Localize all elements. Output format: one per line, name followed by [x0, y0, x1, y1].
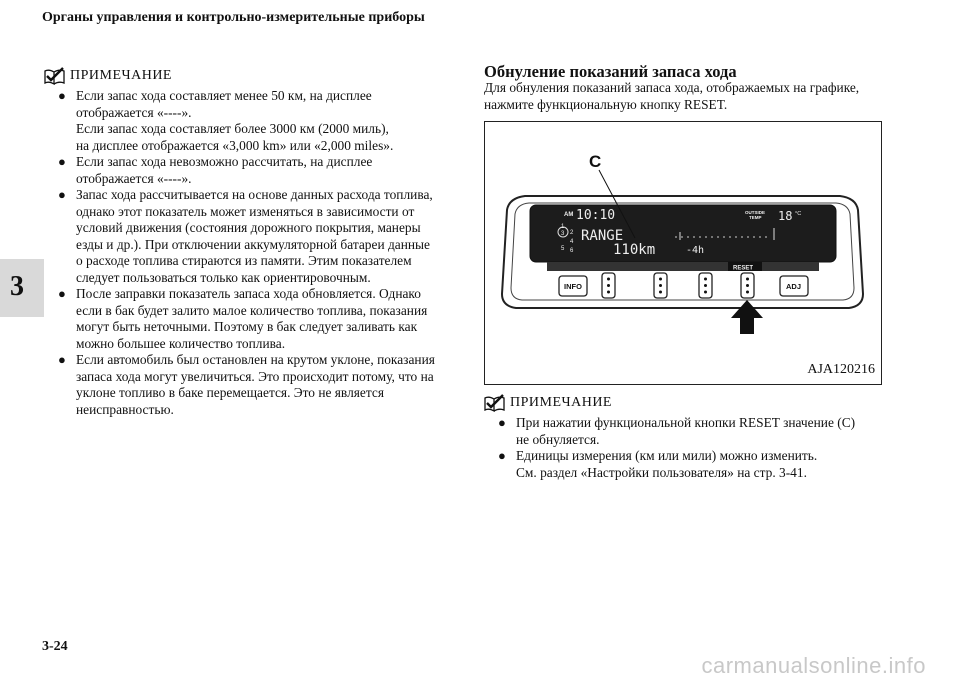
note-item-line: если в бак будет залито малое количество топлива, показания [76, 302, 428, 318]
dashboard-figure [484, 121, 882, 385]
note-item-line: При нажатии функциональной кнопки RESET значение (C) [516, 415, 856, 430]
chapter-number: 3 [10, 271, 24, 302]
left-note-list [58, 88, 458, 418]
note-item [58, 352, 458, 418]
right-note-list [498, 415, 918, 481]
note-item-line: о расходе топлива стираются из памяти. Этим показателем [76, 253, 412, 268]
section-text-line: нажмите функциональную кнопку RESET. [484, 96, 728, 112]
note-icon [44, 67, 66, 85]
note-item-line: запаса хода могут увеличиться. Это происходит потому, что на [76, 368, 434, 384]
note-item-line: могут быть неточными. Поэтому в бак следует заливать как [76, 319, 418, 334]
note-item-line: Запас хода рассчитывается на основе данных расхода топлива, [76, 187, 433, 202]
note-item [498, 415, 918, 448]
gear-label: 4 [570, 239, 574, 245]
note-item-line: Если запас хода составляет более 3000 км (2000 миль), [76, 121, 389, 136]
note-item [58, 286, 458, 352]
bullet-icon: ● [498, 448, 506, 463]
figure-code: AJA120216 [807, 362, 875, 377]
clock-time: 10:10 [576, 208, 616, 223]
bullet-icon: ● [58, 187, 66, 202]
note-item-line: уклоне топливо в баке перемещается. Это не является [76, 385, 384, 400]
note-item-line: Единицы измерения (км или мили) можно изменить. [516, 448, 818, 463]
note-item-line: отображается «----». [76, 104, 192, 120]
section-text-line: Для обнуления показаний запаса хода, отображаемых на графике, [484, 80, 860, 95]
note-item-line: не обнуляется. [516, 431, 600, 447]
note-item-line: Если запас хода составляет менее 50 км, на дисплее [76, 88, 372, 103]
note-item-line: отображается «----». [76, 170, 192, 186]
note-item-line: неисправностью. [76, 401, 174, 417]
outside-temp-label: OUTSIDE [745, 210, 766, 215]
bullet-icon: ● [58, 286, 66, 301]
note-item-line: условий движения (состояния дорожного покрытия, манеры [76, 220, 421, 235]
note-item-line: После заправки показатель запаса хода обновляется. Однако [76, 286, 421, 301]
note-item-line: можно большее количество топлива. [76, 335, 286, 351]
temp-unit: °C [795, 211, 802, 217]
bullet-icon: ● [58, 88, 66, 103]
bullet-icon: ● [498, 415, 506, 430]
gear-label: 6 [570, 248, 574, 254]
reset-label: RESET [733, 265, 754, 272]
section-text [484, 80, 859, 113]
note-item [58, 88, 458, 154]
note-item-line: следует пользоваться только как ориентировочным. [76, 269, 371, 285]
page-number: 3-24 [42, 639, 68, 654]
callout-c-label: C [589, 152, 602, 171]
range-label: RANGE [581, 228, 624, 244]
time-label: -4h [686, 245, 705, 256]
section-title: Обнуление показаний запаса хода [484, 62, 737, 81]
range-value: 110km [613, 242, 656, 258]
left-note-title: ПРИМЕЧАНИЕ [70, 68, 172, 83]
clock-ampm: AM [564, 212, 574, 218]
gear-label: 2 [570, 230, 574, 236]
bullet-icon: ● [58, 352, 66, 367]
right-note-title: ПРИМЕЧАНИЕ [510, 395, 612, 410]
outside-temp-label: TEMP [749, 215, 762, 220]
bullet-icon: ● [58, 154, 66, 169]
gear-label: 1 [561, 224, 565, 230]
note-item-line: Если запас хода невозможно рассчитать, на дисплее [76, 154, 373, 169]
adj-button-label: ADJ [786, 282, 802, 291]
right-note-header [484, 394, 612, 412]
temp-value: 18 [778, 209, 793, 223]
note-item-line: на дисплее отображается «3,000 km» или «2,000 miles». [76, 137, 394, 153]
gear-label: 3 [561, 231, 565, 237]
gear-label: 5 [561, 246, 565, 252]
dashboard-illustration [485, 122, 880, 383]
left-note-header [44, 67, 172, 85]
note-icon [484, 394, 506, 412]
info-button-label: INFO [564, 282, 582, 291]
watermark: carmanualsonline.info [701, 653, 926, 678]
page-header: Органы управления и контрольно-измерительные приборы [42, 10, 425, 25]
note-item-line: См. раздел «Настройки пользователя» на стр. 3-41. [516, 464, 807, 480]
note-item [58, 187, 458, 286]
note-item-line: однако этот показатель может изменяться в зависимости от [76, 203, 415, 219]
note-item [498, 448, 918, 481]
note-item-line: езды и др.). При отключении аккумуляторной батареи данные [76, 236, 430, 252]
note-item-line: Если автомобиль был остановлен на крутом уклоне, показания [76, 352, 435, 367]
note-item [58, 154, 458, 187]
